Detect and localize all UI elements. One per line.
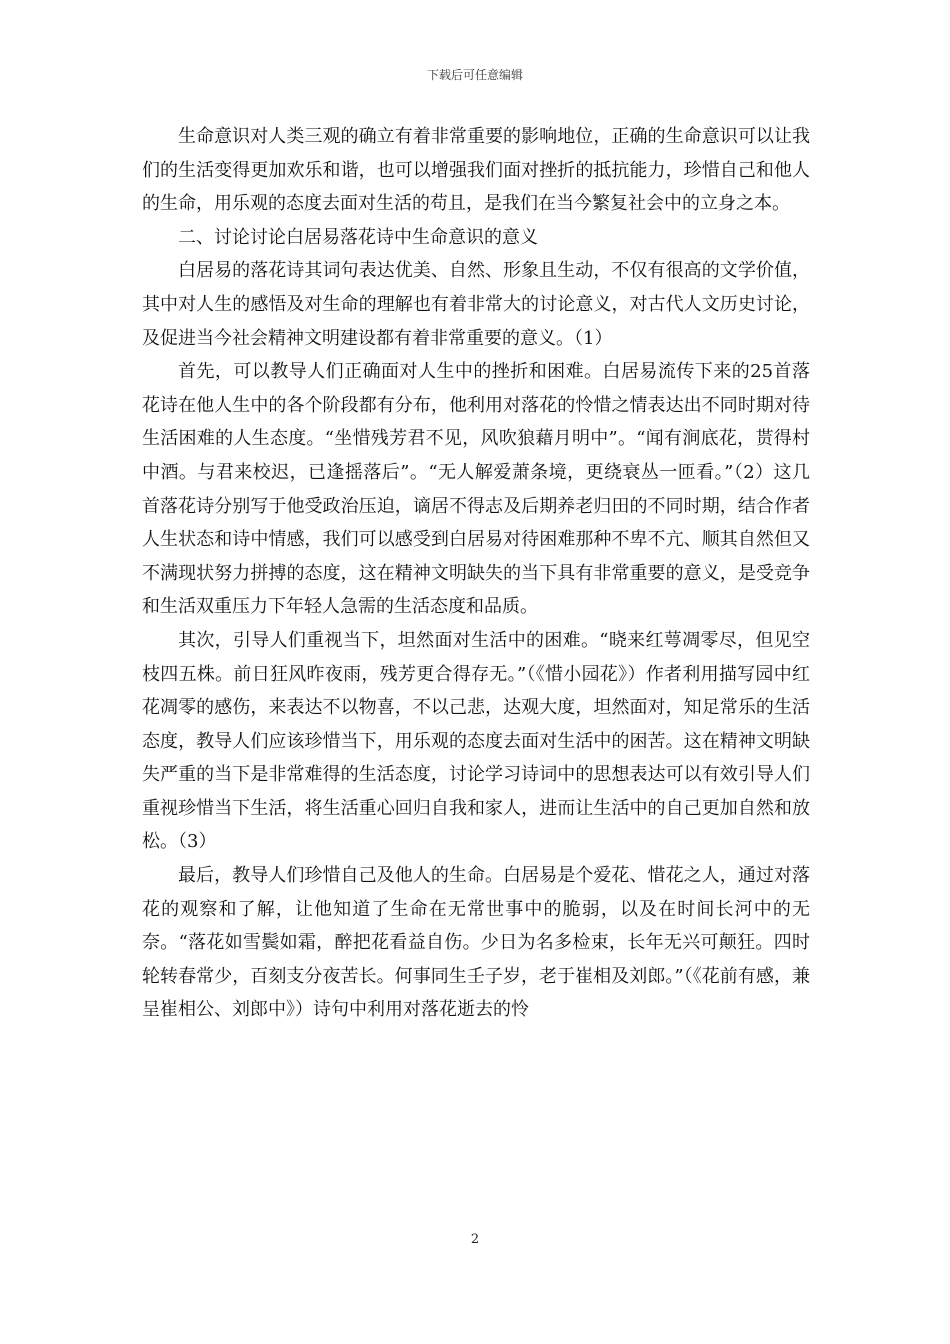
section-heading: 二、讨论讨论白居易落花诗中生命意识的意义: [178, 226, 538, 248]
document-body: [142, 120, 810, 1027]
page-number: 2: [470, 1232, 480, 1247]
page-header: 下载后可任意编辑: [426, 68, 523, 82]
paragraph: 其次，引导人们重视当下，坦然面对生活中的困难。“晓来红萼凋零尽，但见空枝四五株。前日狂风昨夜雨，残芳更合得存无。”（《惜小园花》）作者利用描写园中红花凋零的感伤，来表达不以物喜，不以己悲，达观大度，坦然面对，知足常乐的生活态度，教导人们应该珍惜当下，用乐观的态度去面对生活中的困苦。这在精神文明缺失严重的当下是非常难得的生活态度，讨论学习诗词中的思想表达可以有效引导人们重视珍惜当下生活，将生活重心回归自我和家人，进而让生活中的自己更加自然和放松。（3）: [142, 629, 810, 853]
paragraph: 首先，可以教导人们正确面对人生中的挫折和困难。白居易流传下来的25首落花诗在他人生中的各个阶段都有分布，他利用对落花的怜惜之情表达出不同时期对待生活困难的人生态度。“坐惜残芳君不见，风吹狼藉月明中”。“闻有涧底花，贳得村中酒。与君来校迟，已逢摇落后”。“无人解爱萧条境，更绕衰丛一匝看。”（2）这几首落花诗分别写于他受政治压迫，谪居不得志及后期养老归田的不同时期，结合作者人生状态和诗中情感，我们可以感受到白居易对待困难那种不卑不亢、顺其自然但又不满现状努力拼搏的态度，这在精神文明缺失的当下具有非常重要的意义，是受竞争和生活双重压力下年轻人急需的生活态度和品质。: [142, 361, 810, 618]
paragraph: 最后，教导人们珍惜自己及他人的生命。白居易是个爱花、惜花之人，通过对落花的观察和了解，让他知道了生命在无常世事中的脆弱，以及在时间长河中的无奈。“落花如雪鬓如霜，醉把花看益自伤。少日为名多检束，长年无兴可颠狂。四时轮转春常少，百刻支分夜苦长。何事同生壬子岁，老于崔相及刘郎。”（《花前有感，兼呈崔相公、刘郎中》）诗句中利用对落花逝去的怜: [142, 865, 810, 1021]
paragraph: 生命意识对人类三观的确立有着非常重要的影响地位，正确的生命意识可以让我们的生活变得更加欢乐和谐，也可以增强我们面对挫折的抵抗能力，珍惜自己和他人的生命，用乐观的态度去面对生活的苟且，是我们在当今繁复社会中的立身之本。: [142, 126, 810, 215]
paragraph: 白居易的落花诗其词句表达优美、自然、形象且生动，不仅有很高的文学价值，其中对人生的感悟及对生命的理解也有着非常大的讨论意义，对古代人文历史讨论，及促进当今社会精神文明建设都有着非常重要的意义。（1）: [142, 260, 810, 349]
